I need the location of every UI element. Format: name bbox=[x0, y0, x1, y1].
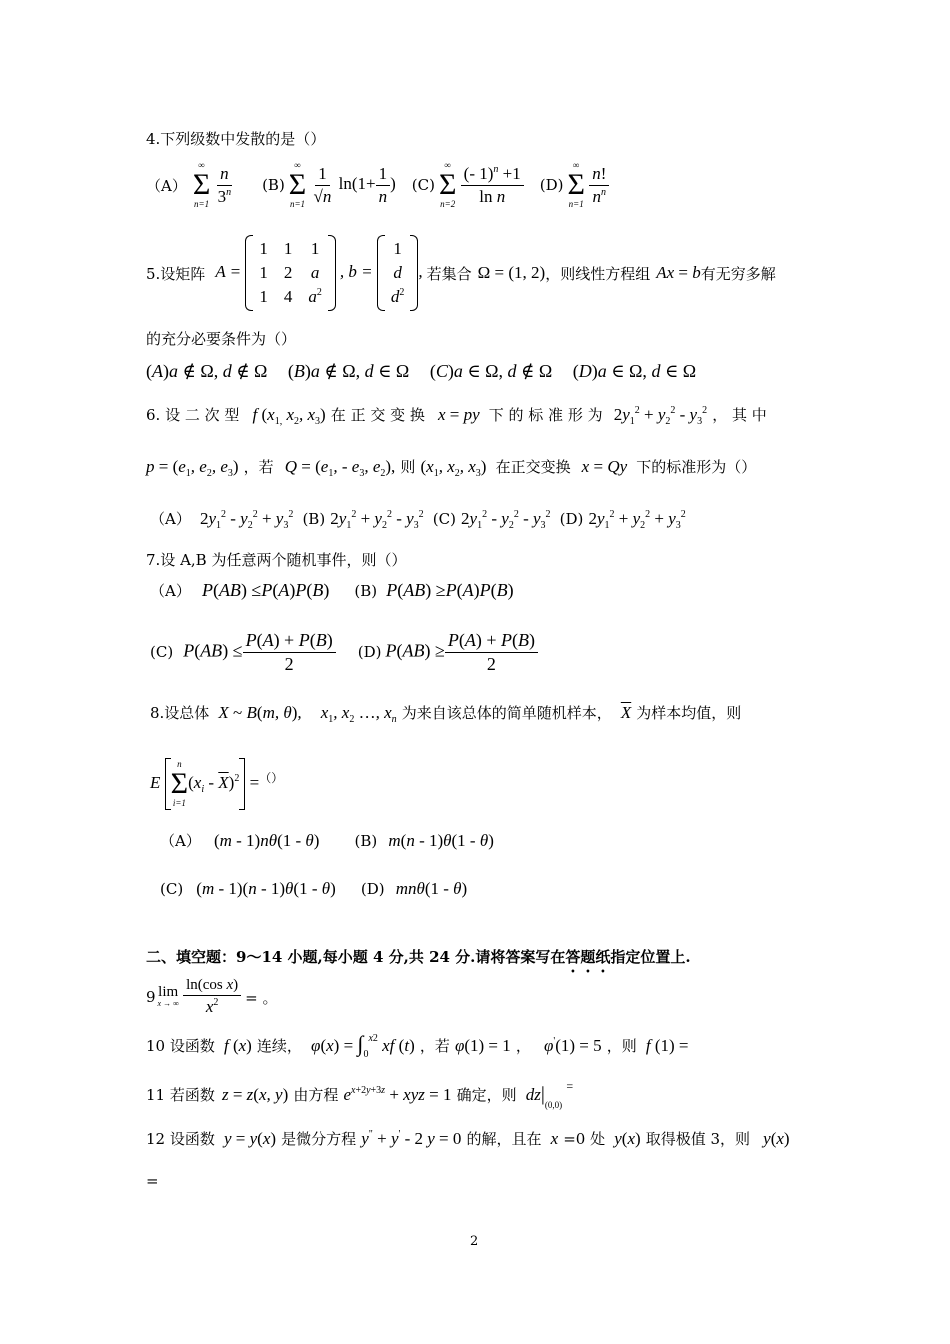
q4-option-d-formula: ∞ Σ n=1 $\frac{n!}{n^n}$ bbox=[567, 161, 609, 209]
q6-text-c: ， 其 中 bbox=[712, 406, 767, 424]
q6-option-c-label: (C) bbox=[432, 510, 456, 528]
q5-vector-b: , b = 1 d $d^2$ , bbox=[340, 235, 423, 311]
q9-limit: lim x → ∞ $\frac{\text{ln(cos x)}}{x^2}$ bbox=[158, 977, 242, 1017]
q6-line2 bbox=[146, 456, 756, 479]
q10-phi-def: $\varphi(x) = \int_0^{x2}$ xf (t) bbox=[311, 1031, 415, 1060]
q10-text-d: ，则 bbox=[606, 1037, 637, 1055]
q8-line1 bbox=[150, 702, 741, 725]
q4-option-c-label: (C) bbox=[411, 176, 435, 194]
q6-transform-q: x = Qy bbox=[581, 457, 628, 476]
q10-text-c: ， bbox=[515, 1037, 531, 1055]
q5-stem: 5.设矩阵 bbox=[146, 264, 206, 283]
q9-end: = 。 bbox=[245, 988, 278, 1007]
q5-line1 bbox=[146, 228, 776, 318]
q10-phi-1: φ(1) = 1 bbox=[454, 1036, 511, 1055]
q8-option-b: m(n - 1)θ(1 - θ) bbox=[388, 831, 494, 850]
q5-cond-label: 若集合 bbox=[426, 264, 472, 283]
q11-line bbox=[146, 1079, 573, 1110]
q8-paren: （） bbox=[259, 770, 284, 785]
q6-text-e: 则 bbox=[400, 458, 416, 476]
q8-population: X ~ B(m, θ), bbox=[218, 703, 302, 722]
q12-y: y = y(x) bbox=[223, 1129, 277, 1148]
q11-z: z = z(x, y) bbox=[221, 1085, 289, 1104]
q8-expectation: E n Σ i=1 $(x_i - \overline{X})^2$ = bbox=[150, 759, 260, 808]
q6-option-d: $2y_1^2 + y_2^2 + y_3^2$ bbox=[588, 509, 686, 531]
q12-equals: = bbox=[146, 1172, 159, 1190]
q6-text-g: 下的标准形为（） bbox=[636, 458, 757, 476]
section2-title: 二、填空题：9～14 小题,每小题 4 分,共 24 分.请将答案写在 bbox=[146, 948, 566, 966]
q5-option-b: (B)a ∉ Ω, d ∈ Ω bbox=[287, 361, 410, 381]
q8-row1 bbox=[160, 830, 494, 851]
q4-option-d-label: (D) bbox=[539, 176, 564, 194]
q6-option-a-label: （A） bbox=[150, 510, 191, 528]
q7-option-b: P(AB) ≥P(A)P(B) bbox=[386, 580, 514, 600]
q6-text-d: ，若 bbox=[243, 458, 274, 476]
q4-option-a-formula: ∞ Σ n=1 $\frac{n}{3^n}$ bbox=[192, 160, 232, 209]
q10-text-a: 连续， bbox=[256, 1037, 302, 1055]
q8-option-d: mnθ(1 - θ) bbox=[395, 879, 468, 898]
q5-set-omega: Ω = (1, 2) bbox=[477, 263, 546, 282]
q10-f: f (x) bbox=[223, 1036, 252, 1055]
q5-matrix-a: A = 1 1 1 1 2 a 1 4 $a^2$ bbox=[215, 235, 336, 311]
q6-vars: ($x_1$, $x_2$, $x_3$) bbox=[420, 457, 487, 479]
q7-option-d: P(AB) ≥ $\frac{P(A) + P(B)}{2}$ bbox=[385, 630, 538, 674]
q6-option-d-label: (D) bbox=[559, 510, 584, 528]
q5-option-a: (A)a ∉ Ω, d ∉ Ω bbox=[146, 361, 268, 381]
q12-line bbox=[146, 1128, 790, 1149]
q10-text-b: ，若 bbox=[419, 1037, 450, 1055]
q12-answer-y: y(x) bbox=[763, 1129, 790, 1148]
q5-end: 有无穷多解 bbox=[700, 264, 776, 283]
q6-matrix-p: $p = (e_1$, $e_2$, $e_3$) bbox=[146, 457, 239, 479]
q5-system: Ax = b bbox=[656, 263, 701, 282]
q9-num: 9 bbox=[146, 988, 156, 1006]
q6-standard-form: $2y_1^2 + y_2^2 - y_3^2$ bbox=[613, 405, 708, 427]
q6-options bbox=[150, 508, 686, 531]
q7-option-c-label: (C) bbox=[150, 643, 174, 662]
q7-row1 bbox=[150, 580, 514, 601]
q8-mid: 为来自该总体的简单随机样本， bbox=[401, 704, 612, 722]
q6-option-b-label: (B) bbox=[302, 510, 326, 528]
q8-stem: 8.设总体 bbox=[150, 704, 210, 722]
q6-option-a: $2y_1^2 - y_2^2 + y_3^2$ bbox=[199, 509, 294, 531]
q4-options bbox=[146, 160, 609, 210]
q12-ode: y" + y' - 2 y = 0 bbox=[361, 1129, 462, 1148]
q8-option-c: (m - 1)(n - 1)θ(1 - θ) bbox=[196, 879, 336, 898]
q4-option-b-label: (B) bbox=[262, 176, 285, 194]
q8-row2 bbox=[160, 879, 467, 899]
q6-text-a: 在 正 交 变 换 bbox=[330, 406, 425, 424]
q11-equation: $e^{x+2y+3z}$ + xyz = 1 bbox=[343, 1085, 452, 1104]
q8-option-c-label: (C) bbox=[160, 880, 184, 898]
q11-num: 11 若函数 bbox=[146, 1086, 215, 1104]
q6-text-f: 在正交变换 bbox=[495, 458, 571, 476]
q10-phi-prime-1: φ'(1) = 5 bbox=[543, 1036, 602, 1055]
q12-text-d: 取得极值 3，则 bbox=[645, 1130, 751, 1148]
q8-sample-mean: $\overline{X}$ bbox=[620, 703, 632, 722]
q8-option-a-label: （A） bbox=[160, 832, 201, 850]
q6-matrix-q: $Q = (e_1$, - $e_3$, $e_2$), bbox=[284, 457, 396, 479]
q4-option-a-label: （A） bbox=[146, 176, 187, 195]
section2-emphasis: 答题纸 bbox=[565, 948, 611, 966]
q7-option-b-label: (B) bbox=[354, 582, 378, 600]
q6-quadratic-form: f ($x_{1,}$ $x_2$, $x_3$) bbox=[252, 405, 326, 427]
q10-num: 10 设函数 bbox=[146, 1037, 215, 1055]
q8-sample: $x_1$, $x_2$ …, $x_n$ bbox=[320, 703, 397, 725]
q10-answer: f (1) = bbox=[645, 1036, 689, 1055]
q7-option-a: P(AB) ≤P(A)P(B) bbox=[201, 580, 330, 600]
q8-option-a: (m - 1)nθ(1 - θ) bbox=[213, 831, 320, 850]
q11-text-b: 确定，则 bbox=[456, 1086, 517, 1104]
q6-stem: 6. 设 二 次 型 bbox=[146, 406, 240, 424]
q5-line2: 的充分必要条件为（） bbox=[146, 330, 297, 348]
q6-option-b: $2y_1^2 + y_2^2 - y_3^2$ bbox=[330, 509, 424, 531]
q11-text-a: 由方程 bbox=[293, 1086, 339, 1104]
q7-option-c: P(AB) ≤ $\frac{P(A) + P(B)}{2}$ bbox=[183, 630, 336, 674]
q7-stem: 7.设 A,B 为任意两个随机事件，则（） bbox=[146, 551, 407, 569]
q5-option-c: (C)a ∈ Ω, d ∉ Ω bbox=[429, 361, 553, 381]
q4-stem: 4.下列级数中发散的是（） bbox=[146, 130, 326, 148]
q6-option-c: $2y_1^2 - y_2^2 - y_3^2$ bbox=[461, 509, 551, 531]
q6-line1 bbox=[146, 404, 767, 427]
q12-x: x bbox=[550, 1129, 559, 1148]
page-number: 2 bbox=[470, 1234, 479, 1249]
q6-transform-p: x = py bbox=[437, 405, 480, 424]
q7-option-d-label: (D) bbox=[357, 643, 382, 662]
q12-num: 12 设函数 bbox=[146, 1130, 215, 1148]
q4-option-c-formula: ∞ Σ n=2 $\frac{(- 1)^n +1}{\text{ln n}}$ bbox=[439, 161, 524, 209]
q5-tail: ，则线性方程组 bbox=[545, 264, 651, 283]
q12-text-b: 的解，且在 bbox=[466, 1130, 542, 1148]
q6-text-b: 下 的 标 准 形 为 bbox=[488, 406, 603, 424]
q7-row2 bbox=[150, 630, 538, 674]
q11-dz: $dz|_{(0,0)}$ = bbox=[525, 1079, 574, 1110]
q5-option-d: (D)a ∈ Ω, d ∈ Ω bbox=[572, 361, 697, 381]
q12-yx: y(x) bbox=[614, 1129, 641, 1148]
q8-end: 为样本均值，则 bbox=[636, 704, 742, 722]
q7-option-a-label: （A） bbox=[150, 582, 191, 600]
q8-expression bbox=[150, 752, 283, 816]
q4-option-b-formula: ∞ Σ n=1 $\frac{1}{√n}$ ln(1+ $\frac{1}{n}$ ) bbox=[288, 160, 396, 209]
section2-tail: 指定位置上. bbox=[610, 948, 691, 966]
q8-option-b-label: (B) bbox=[354, 832, 378, 850]
q12-text-c: =0 处 bbox=[563, 1130, 606, 1148]
q8-option-d-label: (D) bbox=[360, 880, 385, 898]
q12-text-a: 是微分方程 bbox=[281, 1130, 357, 1148]
q10-line bbox=[146, 1031, 688, 1060]
q5-options bbox=[146, 361, 696, 382]
q9-line bbox=[146, 972, 278, 1022]
